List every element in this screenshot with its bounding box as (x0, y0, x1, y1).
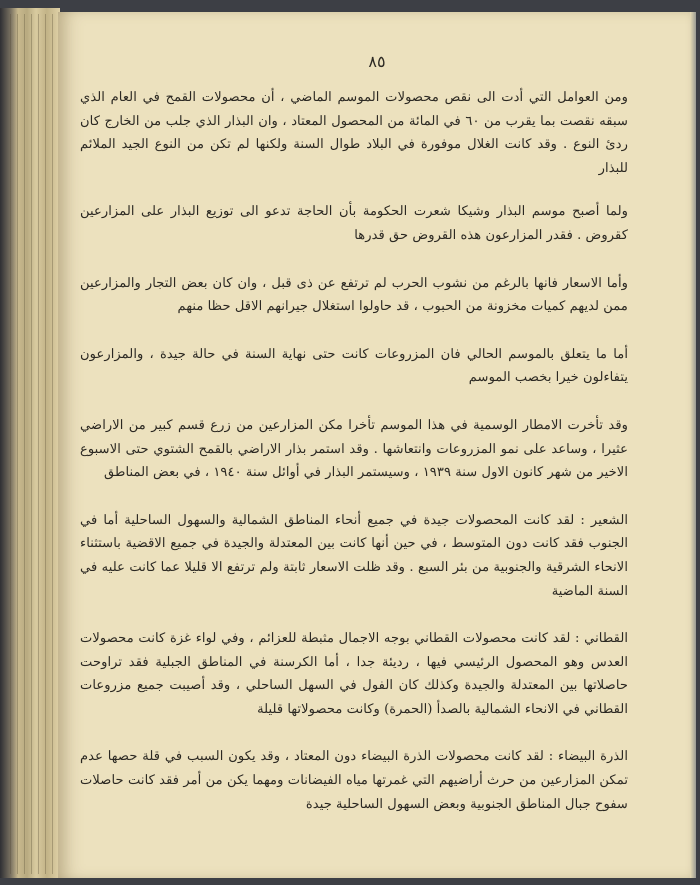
page-body-text (80, 86, 628, 840)
paragraph-5: وقد تأخرت الامطار الوسمية في هذا الموسم تأخرا مكن المزارعين من زرع قسم كبير من الاراضي عثيرا ، وساعد على نمو المزروعات وانتعاشها . وقد استمر بذار الاراضي بالقمح الشتوي حتى الاسبوع الاخير من شهر كانون الاول سنة ١٩٣٩ ، وسيستمر البذار في أوائل سنة ١٩٤٠ ، في بعض المناطق (80, 417, 628, 481)
page-right-edge (690, 12, 696, 878)
paragraph-barley: الشعير : لقد كانت المحصولات جيدة في جميع أنحاء المناطق الشمالية والسهول الساحلية أما في الجنوب فقد كانت دون المتوسط ، في حين أنها كانت بين المعتدلة والجيدة في جميع الاقضية باستثناء الانحاء الشرقية والجنوبية من بئر السبع . وقد ظلت الاسعار ثابتة ولم ترتفع الا قليلا عما كانت عليه في السنة الماضية (80, 512, 628, 599)
paragraph-1: ومن العوامل التي أدت الى نقص محصولات الموسم الماضي ، أن محصولات القمح في العام الذي سبقه نقصت بما يقرب من ٦٠ في المائة من المحصول المعتاد ، وان البذار الذي جلب من الخارج كان ردئ النوع . وقد كانت الغلال موفورة في البلاد طوال السنة ولكنها لم تكن من النوع الجيد الملائم للبذار (80, 90, 628, 176)
paragraph-sorghum: الذرة البيضاء : لقد كانت محصولات الذرة البيضاء دون المعتاد ، وقد يكون السبب في قلة حصها عدم تمكن المزارعين من حرث أراضيهم التي غمرتها مياه الفيضانات ومهما يكن من أمر فقد كانت حاصلات سفوح جبال المناطق الجنوبية وبعض السهول الساحلية جيدة (80, 749, 628, 812)
page-number: ٨٥ (368, 52, 386, 71)
paragraph-legumes: القطاني : لقد كانت محصولات القطاني بوجه الاجمال مثبطة للعزائم ، وفي لواء غزة كانت محصولات العدس وهو المحصول الرئيسي فيها ، رديئة جدا ، أما الكرسنة في المناطق الجبلية فقد تراوحت حاصلاتها بين المعتدلة والجيدة وكذلك كان الفول في السهل الساحلي ، وقد أصيبت جميع مزروعات القطاني في الانحاء الشمالية بالصدأ (الحمرة) وكانت محصولاتها قليلة (80, 631, 628, 717)
paragraph-2: ولما أصبح موسم البذار وشيكا شعرت الحكومة بأن الحاجة تدعو الى توزيع البذار على المزارعين كقروض . فقدر المزارعون هذه القروض حق قدرها (80, 204, 628, 243)
page-stack-lines (10, 14, 60, 874)
paragraph-3: وأما الاسعار فانها بالرغم من نشوب الحرب لم ترتفع عن ذى قبل ، وان كان بعض التجار والمزارعين ممن لديهم كميات مخزونة من الحبوب ، قد حاولوا استغلال جيرانهم الاقل حظا منهم (80, 275, 628, 315)
paragraph-4: أما ما يتعلق بالموسم الحالي فان المزروعات كانت حتى نهاية السنة في حالة جيدة ، والمزارعون يتفاءلون خيرا بخصب الموسم (80, 346, 628, 386)
